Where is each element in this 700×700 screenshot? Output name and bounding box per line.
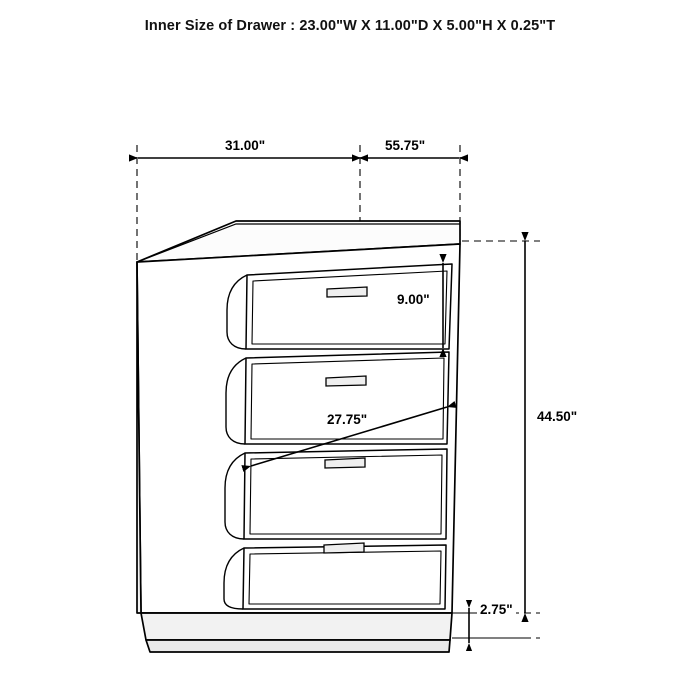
dim-label-diagonal-front: 27.75" [324,412,370,427]
cabinet-base [141,613,452,640]
drawer-handle-3 [325,458,365,468]
dim-label-width-front: 31.00" [222,138,268,153]
drawer-handle-4 [324,543,364,553]
dim-label-base-height: 2.75" [477,602,516,617]
dim-label-total-height: 44.50" [534,409,580,424]
page-title: Inner Size of Drawer : 23.00"W X 11.00"D X 5.00"H X 0.25"T [144,18,556,34]
dim-label-drawer-height: 9.00" [394,292,433,307]
drawer-front-2 [245,352,449,444]
drawer-handle-1 [327,287,367,297]
drawer-handle-2 [326,376,366,386]
drawer-front-4 [243,545,446,609]
cabinet-base-foot [146,640,450,652]
dim-label-depth-side: 55.75" [382,138,428,153]
